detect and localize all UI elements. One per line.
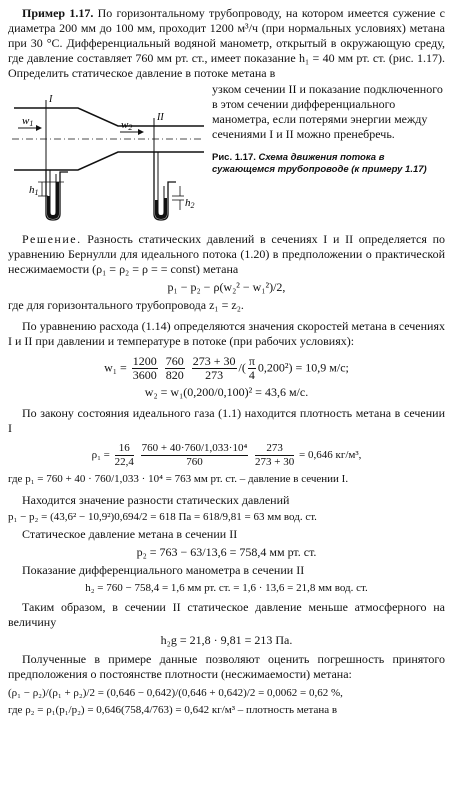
wrap-paragraph: узком сечении II и показание подключенного в этом сечении дифференциального манометра, если потерями энергии между сечениями I и II можно пренебречь. [212,82,443,141]
label-h1: h1 [29,184,39,197]
solution-p2: где для горизонтального трубопровода z₁ = z₂. [8,298,244,312]
caption-text: Схема движения потока в сужающемся трубопроводе (к примеру 1.17) [212,152,427,175]
solution-p9: Таким образом, в сечении II статическое давление меньше атмосферного на величину [8,600,445,629]
solution-p3: По уравнению расхода (1.14) определяются значения скоростей метана в сечениях I и II при давлении и температуре в потоке (при рабочих условиях): [8,319,445,348]
eq2-frac-1: $\frac{1200}{3600}$ [132,354,157,382]
equation-velocity-2: w₂ = w₁(0,200/0,100)² = 43,6 м/с. [144,385,309,399]
solution-p6: Находится значение разности статических давлений [22,493,290,507]
solution-text-1: Разность статических давлений в сечениях I и II определяется по уравнению Бернулли для идеального потока (1.20) в предположении о практической несжимаемости (ρ₁ = ρ₂ = ρ = = const) метана [8,232,445,276]
label-h2: h2 [185,197,195,210]
eq4-frac-3: $\frac{273}{273 + 30}$ [255,442,295,468]
eq4-lhs: ρ₁ = [91,449,110,462]
solution-p5: где p₁ = 760 + 40 · 760/1,033 · 10⁴ = 763 мм рт. ст. – давление в сечении I. [8,473,349,485]
equation-bernoulli: p₁ − p₂ − ρ(w₂² − w₁²)/2, [167,280,286,294]
eq2-tail: 0,200²) = 10,9 м/с; [257,360,349,375]
solution-heading: Решение. [22,232,82,246]
solution-p1 [8,232,445,277]
figure-caption [212,152,445,176]
eq4-result: = 0,646 кг/м³, [299,449,362,462]
figure-row [8,82,445,222]
example-intro-rest: имеется сужение с диаметра 200 мм до 100 мм, проходит 1200 м³/ч (при нормальных условиях) метана при 30 °C. Дифференциальный водяной манометр, открытый в окружающую среду, где давление составляет 760 мм рт. ст., имеет показание h₁ = 40 мм рт. ст. (рис. 1.17). Определить статическое давление в потоке метана в [8,6,446,80]
solution-p8: Показание дифференциального манометра в сечении II [22,563,305,577]
equation-pressure-diff: p₁ − p₂ = (43,6² − 10,9²)0,694/2 = 618 Па = 618/9,81 = 63 мм вод. ст. [8,511,317,523]
solution-p4: По закону состояния идеального газа (1.1) находится плотность метана в сечении I [8,406,445,435]
eq2-mid: /( [238,360,246,375]
equation-h2: h₂ = 760 − 758,4 = 1,6 мм рт. ст. = 1,6 · 13,6 = 21,8 мм вод. ст. [85,582,368,594]
eq2-lhs: w₁ = [104,360,127,375]
example-heading: Пример 1.17. [22,6,94,20]
example-intro [8,6,445,81]
label-w1: w1 [22,115,34,128]
label-w2: w2 [121,119,133,132]
solution-p7: Статическое давление метана в сечении II [22,527,238,541]
equation-velocity-1 [8,355,445,382]
figure-wrap-text [206,82,445,222]
caption-label: Рис. 1.17. [212,152,256,163]
eq4-frac-2: $\frac{\text{760 + 40·760/1,033·10⁴}}{760}$ [141,442,248,468]
eq2-frac-3: $\frac{273 + 30}{273}$ [192,354,236,382]
label-section-II: II [157,112,164,123]
eq2-frac-pi: $\frac{\pi}{4}$ [248,354,255,382]
example-intro-line1: По горизонтальному трубопроводу, на котором [97,6,344,20]
eq4-frac-1: $\frac{16}{22,4}$ [114,442,134,468]
solution-p10: Полученные в примере данные позволяют оценить погрешность принятого предположения о постоянстве плотности (несжимаемости) метана: [8,652,445,681]
label-section-I: I [49,94,53,105]
equation-rho2: где ρ₂ = ρ₁(p₁/p₂) = 0,646(758,4/763) = 0,642 кг/м³ – плотность метана в [8,704,338,716]
figure-1-17 [8,82,206,222]
equation-error: (ρ₁ − ρ₂)/(ρ₁ + ρ₂)/2 = (0,646 − 0,642)/(0,646 + 0,642)/2 = 0,0062 = 0,62 %, [8,687,343,699]
equation-h2g: h₂g = 21,8 · 9,81 = 213 Па. [160,633,293,647]
equation-p2: p₂ = 763 − 63/13,6 = 758,4 мм рт. ст. [136,545,317,559]
pipe-diagram [8,82,206,222]
equation-density [8,442,445,469]
eq2-frac-2: $\frac{760}{820}$ [165,354,184,382]
